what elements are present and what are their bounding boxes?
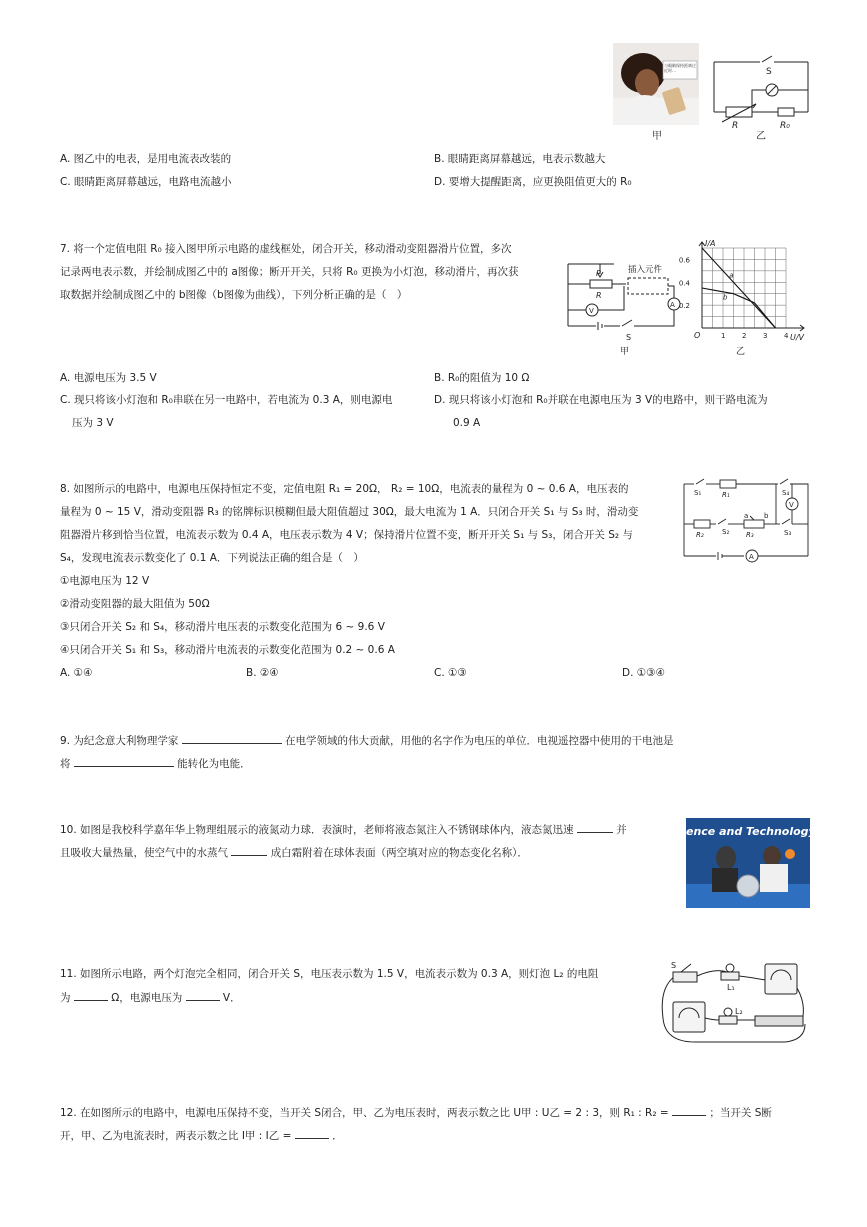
q8-r1-label: R₁ — [722, 491, 730, 499]
q7-text-line-3: 取数据并绘制成图乙中的 b图像（b图像为曲线），下列分析正确的是（ ） — [60, 289, 408, 301]
q12-line-1 — [60, 1104, 772, 1121]
q6-resistor-r-label: R — [732, 121, 739, 131]
q10-photo-banner-text: ence and Technology Fest — [686, 825, 846, 838]
q10-blank-1[interactable] — [577, 821, 613, 833]
q11-line-1: 11. 如图所示电路，两个灯泡完全相同，闭合开关 S，电压表示数为 1.5 V，电流表示数为 0.3 A，则灯泡 L₂ 的电阻 — [60, 968, 599, 980]
q7-series-group — [702, 248, 776, 328]
q10-line-1 — [60, 821, 627, 838]
q10-line-2 — [60, 844, 528, 861]
q7-series-b-line — [702, 288, 776, 328]
q7-switch-s-label: S — [626, 333, 632, 342]
q7-iu-graph — [678, 236, 812, 358]
q7-option-d[interactable]: D. 现只将该小灯泡和 R₀并联在电源电压为 3 V的电路中，则干路电流为 — [434, 394, 768, 406]
q10-text-1b: 并 — [616, 824, 627, 836]
q11-blank-1[interactable] — [74, 989, 108, 1001]
q8-statement-2: ②滑动变阻器的最大阻值为 50Ω — [60, 598, 210, 610]
q9-text-1a: 9. 为纪念意大利物理学家 — [60, 735, 179, 747]
q12-text-1b: ；当开关 S断 — [709, 1107, 772, 1119]
q11-text-2c: V． — [222, 992, 241, 1004]
q7-x-axis-label: U/V — [790, 333, 805, 342]
q11-switch-label: S — [671, 961, 677, 970]
q7-option-c[interactable]: C. 现只将该小灯泡和 R₀串联在另一电路中，若电流为 0.3 A，则电源电 — [60, 394, 393, 406]
q7-y-tick-label: 0.6 — [678, 256, 690, 265]
q7-series-b-label: b — [723, 293, 728, 302]
q6-photo-girl — [613, 43, 699, 125]
q8-text-line-1: 8. 如图所示的电路中，电源电压保持恒定不变，定值电阻 R₁ = 20Ω， R₂ = 10Ω，电流表的量程为 0 ~ 0.6 A，电压表的 — [60, 483, 629, 495]
q7-y-tick-label: 0.2 — [678, 302, 690, 311]
q11-l1-label: L₁ — [727, 983, 735, 992]
q8-s4-label: S₄ — [782, 489, 790, 497]
q8-statement-4: ④只闭合开关 S₁ 和 S₃，移动滑片电流表的示数变化范围为 0.2 ~ 0.6 A — [60, 644, 395, 656]
q11-blank-2[interactable] — [186, 989, 220, 1001]
q8-option-c[interactable]: C. ①③ — [434, 667, 467, 679]
q11-line-2 — [60, 989, 241, 1006]
q7-option-d-cont: 0.9 A — [453, 417, 481, 429]
q12-text-2b: ． — [332, 1130, 343, 1142]
q9-text-2b: 能转化为电能． — [177, 758, 251, 770]
q8-option-b[interactable]: B. ②④ — [246, 667, 279, 679]
q6-option-d[interactable]: D. 要增大提醒距离，应更换阻值更大的 R₀ — [434, 176, 632, 188]
q8-statement-3: ③只闭合开关 S₂ 和 S₄，移动滑片电压表的示数变化范围为 6 ~ 9.6 V — [60, 621, 385, 633]
q6-option-a[interactable]: A. 图乙中的电表，是用电流表改装的 — [60, 153, 232, 165]
q10-text-1a: 10. 如图是我校科学嘉年华上物理组展示的液氮动力球．表演时，老师将液态氮注入不锈钢球体内，液态氮迅速 — [60, 824, 574, 836]
q7-text-line-2: 记录两电表示数，并绘制成图乙中的 a图像；断开开关，只将 R₀ 更换为小灯泡，移动滑片，再次获 — [60, 266, 519, 278]
q7-voltmeter-v-label: V — [589, 307, 594, 315]
q11-text-2b: Ω，电源电压为 — [111, 992, 183, 1004]
q10-text-2a: 且吸收大量热量，使空气中的水蒸气 — [60, 847, 228, 859]
q6-circuit-diagram — [708, 52, 813, 130]
q8-circuit-diagram — [680, 476, 812, 566]
q7-x-tick-label: 4 — [784, 332, 789, 340]
q10-photo-liquid-nitrogen — [686, 818, 846, 908]
q9-line-2 — [60, 755, 251, 772]
q7-text-line-1: 7. 将一个定值电阻 R₀ 接入图甲所示电路的虚线框处，闭合开关，移动滑动变阻器滑片位置，多次 — [60, 243, 512, 255]
q7-grid — [702, 248, 786, 328]
q6-photo-bubble-text: 与眼睛保持距离过近时… — [664, 63, 696, 73]
q7-series-a-line — [702, 248, 776, 328]
q7-y-axis-label: I/A — [705, 239, 716, 248]
q8-voltmeter-label: V — [789, 501, 794, 509]
q7-slider-p-label: P — [596, 269, 601, 278]
q8-ammeter-label: A — [749, 553, 754, 561]
q7-option-b[interactable]: B. R₀的阻值为 10 Ω — [434, 372, 530, 384]
q6-fig-yi-label: 乙 — [756, 131, 766, 142]
q12-blank-2[interactable] — [295, 1127, 329, 1139]
q8-r2-label: R₂ — [696, 531, 704, 539]
q7-fig-jia-label: 甲 — [620, 347, 630, 357]
q9-text-1b: 在电学领域的伟大贡献，用他的名字作为电压的单位．电视遥控器中使用的干电池是 — [285, 735, 674, 747]
q7-origin-label: O — [694, 331, 701, 340]
q8-text-line-2: 量程为 0 ~ 15 V，滑动变阻器 R₃ 的铭牌标识模糊但最大阻值超过 30Ω，最大电流为 1 A．只闭合开关 S₁ 与 S₃ 时，滑动变 — [60, 506, 639, 518]
q7-option-c-cont: 压为 3 V — [72, 417, 114, 429]
q7-x-tick-label: 3 — [763, 332, 768, 340]
q8-s2-label: S₂ — [722, 528, 730, 536]
q7-fig-yi-label: 乙 — [736, 347, 746, 357]
q7-insert-component-label: 插入元件 — [628, 265, 663, 275]
q7-series-a-label: a — [729, 271, 734, 280]
q9-blank-1[interactable] — [182, 732, 282, 744]
q8-option-d[interactable]: D. ①③④ — [622, 667, 665, 679]
q9-text-2a: 将 — [60, 758, 71, 770]
q10-blank-2[interactable] — [231, 844, 267, 856]
q7-circuit-jia — [564, 250, 688, 358]
q8-terminal-a-label: a — [744, 512, 749, 520]
q8-s1-label: S₁ — [694, 489, 702, 497]
q7-rheostat-r-label: R — [596, 291, 602, 300]
q9-line-1 — [60, 732, 674, 749]
q6-resistor-r0-label: R₀ — [780, 121, 790, 131]
demo-scene-image — [686, 818, 846, 908]
q7-y-tick-label: 0.4 — [678, 279, 690, 288]
q11-l2-label: L₂ — [735, 1007, 743, 1016]
q8-r3-label: R₃ — [746, 531, 754, 539]
q7-ammeter-a-label: A — [670, 301, 675, 309]
q7-tick-labels — [679, 256, 789, 340]
q8-text-line-3: 阻器滑片移到恰当位置，电流表示数为 0.4 A，电压表示数为 4 V；保持滑片位置不变，断开开关 S₁ 与 S₃，闭合开关 S₂ 与 — [60, 529, 633, 541]
q6-option-b[interactable]: B. 眼睛距离屏幕越远，电表示数越大 — [434, 153, 606, 165]
q12-blank-1[interactable] — [672, 1104, 706, 1116]
q7-axes — [699, 242, 804, 331]
q12-text-2a: 开，甲、乙为电流表时，两表示数之比 I甲 : I乙 = — [60, 1130, 292, 1142]
girl-reading-tablet-image — [613, 43, 699, 125]
q9-blank-2[interactable] — [74, 755, 174, 767]
q7-x-tick-label: 1 — [721, 332, 726, 340]
q7-option-a[interactable]: A. 电源电压为 3.5 V — [60, 372, 157, 384]
q8-terminal-b-label: b — [764, 512, 769, 520]
q11-circuit-physical-diagram — [655, 958, 812, 1048]
q10-text-2b: 成白霜附着在球体表面（两空填对应的物态变化名称）． — [270, 847, 528, 859]
q8-text-line-4: S₄，发现电流表示数变化了 0.1 A．下列说法正确的组合是（ ） — [60, 552, 364, 564]
q8-s3-label: S₃ — [784, 529, 792, 537]
q6-option-c[interactable]: C. 眼睛距离屏幕越远，电路电流越小 — [60, 176, 232, 188]
q6-fig-jia-label: 甲 — [652, 131, 662, 142]
q12-line-2 — [60, 1127, 343, 1144]
q8-option-a[interactable]: A. ①④ — [60, 667, 93, 679]
q11-text-2a: 为 — [60, 992, 71, 1004]
q12-text-1a: 12. 在如图所示的电路中，电源电压保持不变，当开关 S闭合，甲、乙为电压表时，两表示数之比 U甲 : U乙 = 2 : 3，则 R₁ : R₂ = — [60, 1107, 669, 1119]
q7-x-tick-label: 2 — [742, 332, 747, 340]
q6-switch-label: S — [766, 67, 772, 77]
q8-statement-1: ①电源电压为 12 V — [60, 575, 150, 587]
